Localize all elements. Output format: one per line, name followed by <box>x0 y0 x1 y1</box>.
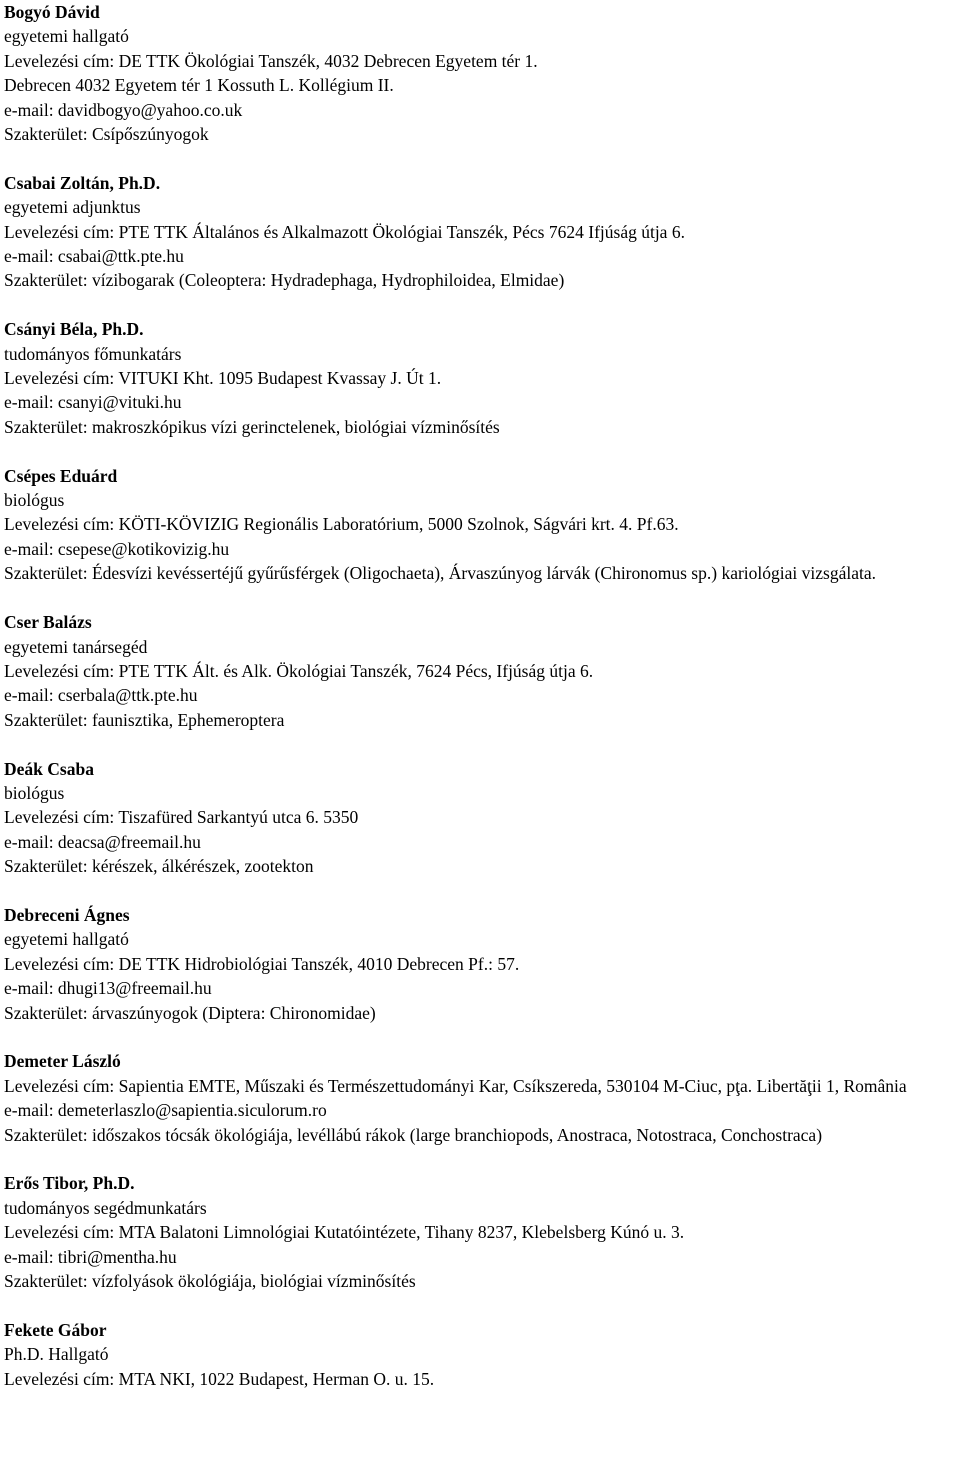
contact-email: e-mail: deacsa@freemail.hu <box>4 831 201 852</box>
contact-field: Szakterület: vízibogarak (Coleoptera: Hydradephaga, Hydrophiloidea, Elmidae) <box>4 270 565 291</box>
contact-name: Erős Tibor, Ph.D. <box>4 1173 135 1194</box>
contact-address: Levelezési cím: Sapientia EMTE, Műszaki és Természettudományi Kar, Csíkszereda, 530104 M-Ciuc, pţa. Libertăţii 1, România <box>4 1075 907 1096</box>
contact-role: biológus <box>4 490 65 511</box>
contact-field: Szakterület: vízfolyások ökológiája, biológiai vízminősítés <box>4 1271 416 1291</box>
contact-address: Levelezési cím: KÖTI-KÖVIZIG Regionális Laboratórium, 5000 Szolnok, Ságvári krt. 4. Pf.63. <box>4 514 679 535</box>
contact-role: egyetemi hallgató <box>4 929 129 950</box>
contact-name: Cser Balázs <box>4 612 92 633</box>
contact-role: biológus <box>4 782 65 803</box>
contact-email: e-mail: csepese@kotikovizig.hu <box>4 538 230 559</box>
contact-email: e-mail: cserbala@ttk.pte.hu <box>4 685 198 706</box>
contact-entry <box>4 464 956 586</box>
contact-address: Levelezési cím: DE TTK Ökológiai Tanszék, 4032 Debrecen Egyetem tér 1. <box>4 50 538 71</box>
contact-role: egyetemi hallgató <box>4 26 129 47</box>
contact-field: Szakterület: kérészek, álkérészek, zootekton <box>4 856 314 877</box>
contact-entry <box>4 317 956 439</box>
contact-name: Bogyó Dávid <box>4 2 100 22</box>
contact-address: Levelezési cím: DE TTK Hidrobiológiai Tanszék, 4010 Debrecen Pf.: 57. <box>4 953 520 974</box>
contact-email: e-mail: davidbogyo@yahoo.co.uk <box>4 99 243 120</box>
contact-name: Csabai Zoltán, Ph.D. <box>4 172 161 193</box>
contact-entry <box>4 171 956 293</box>
contact-entry <box>4 903 956 1025</box>
contact-address: Levelezési cím: VITUKI Kht. 1095 Budapest Kvassay J. Út 1. <box>4 368 442 389</box>
contact-field: Szakterület: faunisztika, Ephemeroptera <box>4 709 285 730</box>
contact-entry <box>4 1171 956 1293</box>
contact-field: Szakterület: Csípőszúnyogok <box>4 124 209 145</box>
contact-name: Csépes Eduárd <box>4 465 118 486</box>
contact-address-secondary: Debrecen 4032 Egyetem tér 1 Kossuth L. Kollégium II. <box>4 75 394 96</box>
contact-address: Levelezési cím: PTE TTK Ált. és Alk. Ökológiai Tanszék, 7624 Pécs, Ifjúság útja 6. <box>4 660 594 681</box>
contact-role: egyetemi adjunktus <box>4 197 141 218</box>
contact-name: Deák Csaba <box>4 758 94 779</box>
contact-name: Fekete Gábor <box>4 1319 107 1340</box>
contact-address: Levelezési cím: Tiszafüred Sarkantyú utca 6. 5350 <box>4 807 359 828</box>
contact-email: e-mail: tibri@mentha.hu <box>4 1246 177 1267</box>
contact-email: e-mail: csanyi@vituki.hu <box>4 392 182 413</box>
contact-address: Levelezési cím: MTA NKI, 1022 Budapest, Herman O. u. 15. <box>4 1368 435 1389</box>
contact-role: Ph.D. Hallgató <box>4 1344 109 1365</box>
contact-field: Szakterület: árvaszúnyogok (Diptera: Chironomidae) <box>4 1002 376 1023</box>
contact-entry <box>4 1049 956 1147</box>
contact-name: Csányi Béla, Ph.D. <box>4 319 144 340</box>
contact-field: Szakterület: Édesvízi kevéssertéjű gyűrűsférgek (Oligochaeta), Árvaszúnyog lárvák (Chironomus sp.) kariológiai vizsgálata. <box>4 563 876 584</box>
contact-field: Szakterület: makroszkópikus vízi gerinctelenek, biológiai vízminősítés <box>4 416 500 437</box>
contact-entry <box>4 757 956 879</box>
contact-entry <box>4 610 956 732</box>
contact-email: e-mail: csabai@ttk.pte.hu <box>4 246 184 267</box>
contact-address: Levelezési cím: MTA Balatoni Limnológiai Kutatóintézete, Tihany 8237, Klebelsberg Kúnó u. 3. <box>4 1222 685 1243</box>
contact-role: tudományos főmunkatárs <box>4 343 182 364</box>
contact-email: e-mail: demeterlaszlo@sapientia.siculorum.ro <box>4 1100 327 1121</box>
contact-entry <box>4 1318 956 1391</box>
contact-email: e-mail: dhugi13@freemail.hu <box>4 978 212 999</box>
contact-name: Debreceni Ágnes <box>4 904 130 925</box>
contact-entry <box>4 0 956 146</box>
contact-field: Szakterület: időszakos tócsák ökológiája, levéllábú rákok (large branchiopods, Anostraca, Notostraca, Conchostraca) <box>4 1124 823 1145</box>
contact-role: tudományos segédmunkatárs <box>4 1197 207 1218</box>
contact-role: egyetemi tanársegéd <box>4 636 148 657</box>
contact-address: Levelezési cím: PTE TTK Általános és Alkalmazott Ökológiai Tanszék, Pécs 7624 Ifjúság útja 6. <box>4 221 685 242</box>
contact-name: Demeter László <box>4 1051 121 1072</box>
